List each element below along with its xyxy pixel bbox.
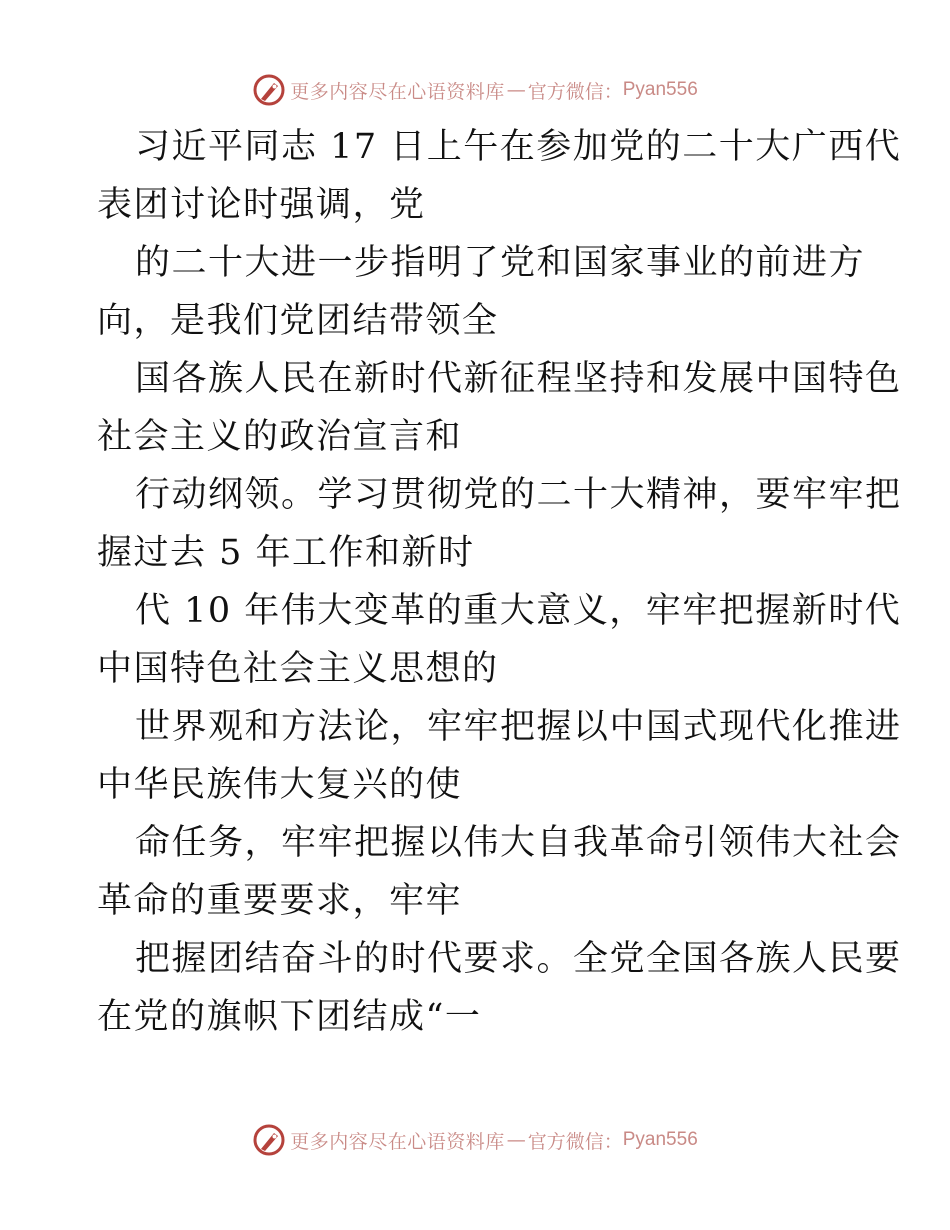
watermark-official-label: 官方微信： xyxy=(527,80,623,103)
text-line: 社会主义的政治宣言和 xyxy=(97,417,463,457)
watermark-separator: — xyxy=(506,1129,526,1151)
watermark-separator: — xyxy=(506,79,526,101)
text-line: 行动纲领。学习贯彻党的二十大精神，要牢牢把 xyxy=(135,475,902,515)
watermark-official-label: 官方微信： xyxy=(527,1130,623,1153)
text-line: 握过去 5 年工作和新时 xyxy=(97,533,475,573)
text-line: 中华民族伟大复兴的使 xyxy=(97,765,463,805)
text-line: 国各族人民在新时代新征程坚持和发展中国特色 xyxy=(135,359,902,399)
pen-nib-icon xyxy=(252,1123,286,1157)
text-line: 把握团结奋斗的时代要求。全党全国各族人民要 xyxy=(135,939,902,979)
text-line: 命任务，牢牢把握以伟大自我革命引领伟大社会 xyxy=(135,823,902,863)
text-line: 世界观和方法论，牢牢把握以中国式现代化推进 xyxy=(135,707,902,747)
watermark-wechat-id: Pyan556 xyxy=(622,1129,698,1150)
text-line: 革命的重要要求，牢牢 xyxy=(97,881,463,921)
watermark-main-text: 更多内容尽在心语资料库 xyxy=(290,80,505,103)
watermark-wechat-id: Pyan556 xyxy=(622,79,698,100)
document-body xyxy=(97,118,902,1046)
text-line: 向，是我们党团结带领全 xyxy=(97,301,499,341)
text-line: 习近平同志 17 日上午在参加党的二十大广西代 xyxy=(135,127,902,167)
pen-nib-icon xyxy=(252,73,286,107)
text-line: 代 10 年伟大变革的重大意义，牢牢把握新时代 xyxy=(135,591,902,631)
watermark-main-text: 更多内容尽在心语资料库 xyxy=(290,1130,505,1153)
header-watermark xyxy=(0,70,950,110)
text-line: 的二十大进一步指明了党和国家事业的前进方 xyxy=(135,243,866,283)
text-line: 表团讨论时强调，党 xyxy=(97,185,426,225)
text-line: 中国特色社会主义思想的 xyxy=(97,649,499,689)
text-line: 在党的旗帜下团结成“一 xyxy=(97,997,482,1037)
footer-watermark xyxy=(0,1120,950,1160)
